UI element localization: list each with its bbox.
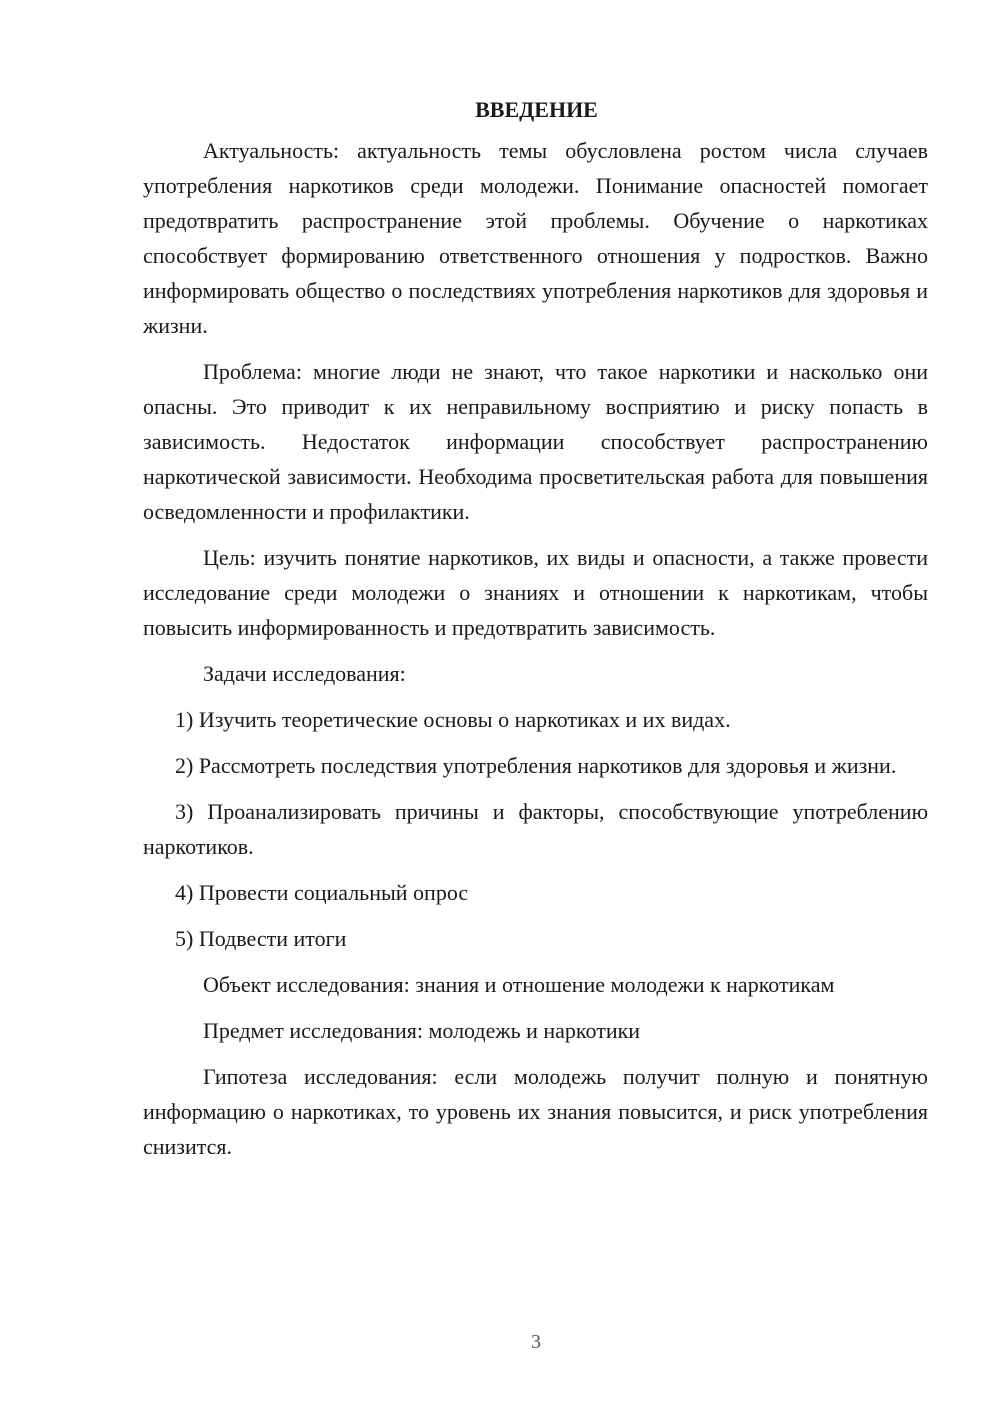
- task-item-2: 2) Рассмотреть последствия употребления наркотиков для здоровья и жизни.: [175, 753, 897, 778]
- research-object: Объект исследования: знания и отношение молодежи к наркотикам: [203, 972, 835, 997]
- research-subject: Предмет исследования: молодежь и наркотики: [203, 1018, 641, 1043]
- task-item-4: 4) Провести социальный опрос: [175, 880, 469, 905]
- relevance-paragraph: Актуальность: актуальность темы обусловлена ростом числа случаев употребления наркотиков среди молодежи. Понимание опасностей помогает предотвратить распространение этой проблемы. Обучение о наркотиках способствует формированию ответственного отношения у подростков. Важно информировать общество о последствиях употребления наркотиков для здоровья и жизни.: [143, 138, 928, 338]
- task-item-5: 5) Подвести итоги: [175, 926, 347, 951]
- goal-paragraph: Цель: изучить понятие наркотиков, их виды и опасности, а также провести исследование среди молодежи о знаниях и отношении к наркотикам, чтобы повысить информированность и предотвратить зависимость.: [143, 545, 928, 640]
- page-number: 3: [531, 1331, 541, 1353]
- document-page: [143, 88, 928, 1175]
- tasks-heading: Задачи исследования:: [203, 661, 406, 686]
- task-item-1: 1) Изучить теоретические основы о наркотиках и их видах.: [175, 707, 731, 732]
- hypothesis-paragraph: Гипотеза исследования: если молодежь получит полную и понятную информацию о наркотиках, то уровень их знания повысится, и риск употребления снизится.: [143, 1064, 928, 1159]
- task-item-3: 3) Проанализировать причины и факторы, способствующие употреблению наркотиков.: [143, 799, 928, 859]
- document-title: ВВЕДЕНИЕ: [475, 97, 598, 122]
- problem-paragraph: Проблема: многие люди не знают, что такое наркотики и насколько они опасны. Это приводит к их неправильному восприятию и риску попасть в зависимость. Недостаток информации способствует распространению наркотической зависимости. Необходима просветительская работа для повышения осведомленности и профилактики.: [143, 359, 928, 524]
